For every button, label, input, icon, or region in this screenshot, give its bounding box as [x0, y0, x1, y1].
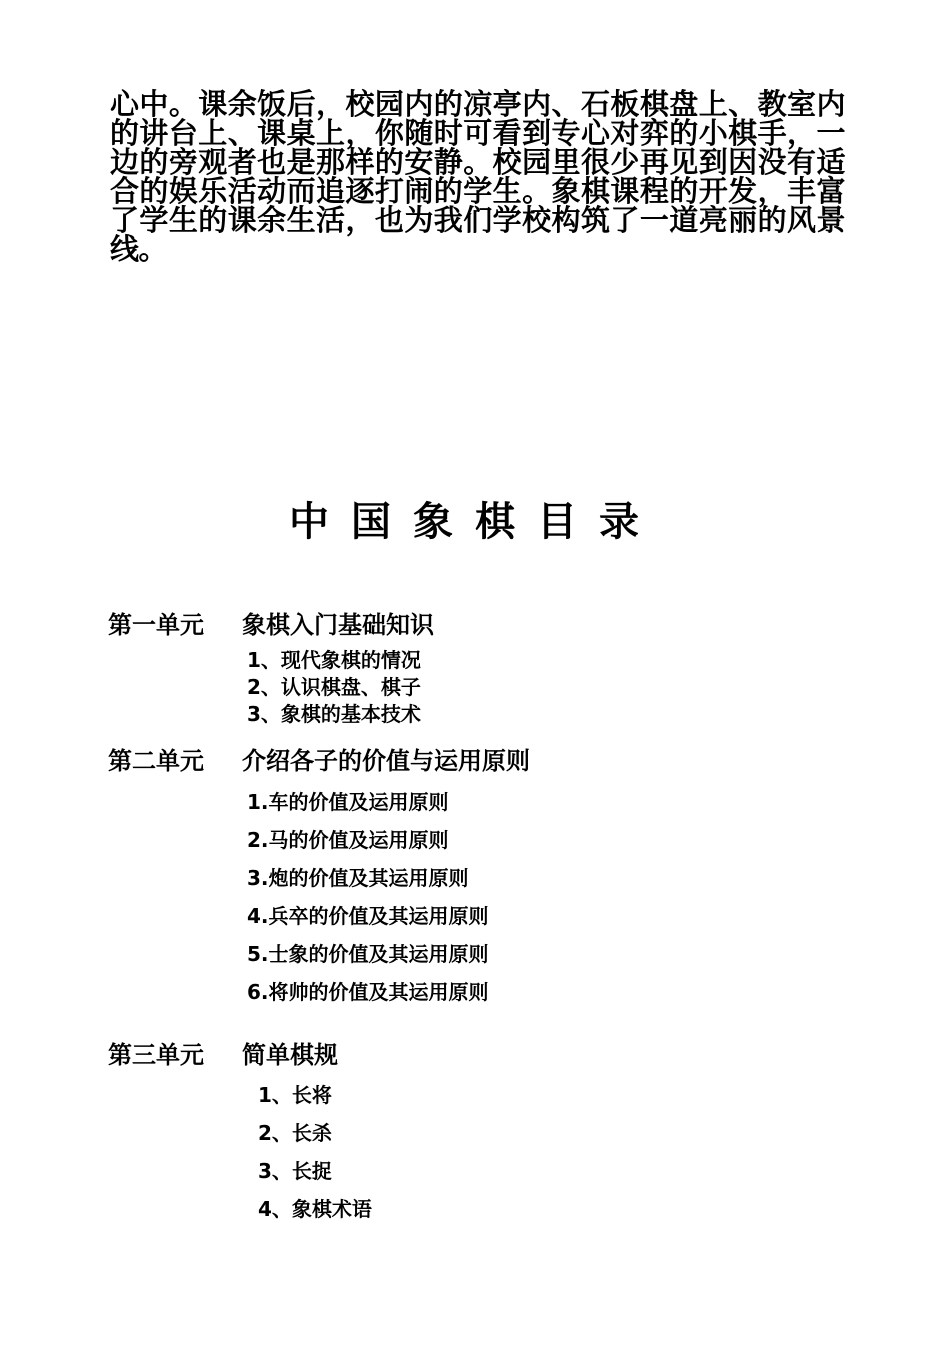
intro-paragraph: 心中。课余饭后，校园内的凉亭内、石板棋盘上、教室内的讲台上、课桌上，你随时可看到专心对弈的小棋手，一边的旁观者也是那样的安静。校园里很少再见到因没有适合的娱乐活动而追逐打闹的学生。象棋课程的开发，丰富了学生的课余生活，也为我们学校构筑了一道亮丽的风景线。 [110, 87, 845, 266]
toc-item: 1、现代象棋的情况 [247, 648, 421, 672]
toc-item: 4.兵卒的价值及其运用原则 [247, 904, 489, 928]
toc-item: 1、长将 [258, 1083, 332, 1107]
unit-number: 第一单元 [108, 611, 204, 639]
unit-heading-3 [108, 1039, 338, 1071]
toc-item: 2.马的价值及运用原则 [247, 828, 449, 852]
toc-item: 1.车的价值及运用原则 [247, 790, 449, 814]
unit-heading-2 [108, 745, 530, 777]
unit-title: 简单棋规 [242, 1041, 338, 1069]
toc-item: 3、长捉 [258, 1159, 332, 1183]
toc-item: 3、象棋的基本技术 [247, 702, 421, 726]
toc-item: 4、象棋术语 [258, 1197, 372, 1221]
toc-item: 2、认识棋盘、棋子 [247, 675, 421, 699]
unit-number: 第三单元 [108, 1041, 204, 1069]
toc-item: 2、长杀 [258, 1121, 332, 1145]
toc-item: 3.炮的价值及其运用原则 [247, 866, 469, 890]
unit-number: 第二单元 [108, 747, 204, 775]
unit-title: 象棋入门基础知识 [242, 611, 434, 639]
unit-title: 介绍各子的价值与运用原则 [242, 747, 530, 775]
toc-title: 中国象棋目录 [289, 499, 661, 545]
toc-item: 5.士象的价值及其运用原则 [247, 942, 489, 966]
toc-item: 6.将帅的价值及其运用原则 [247, 980, 489, 1004]
unit-heading-1 [108, 609, 434, 641]
